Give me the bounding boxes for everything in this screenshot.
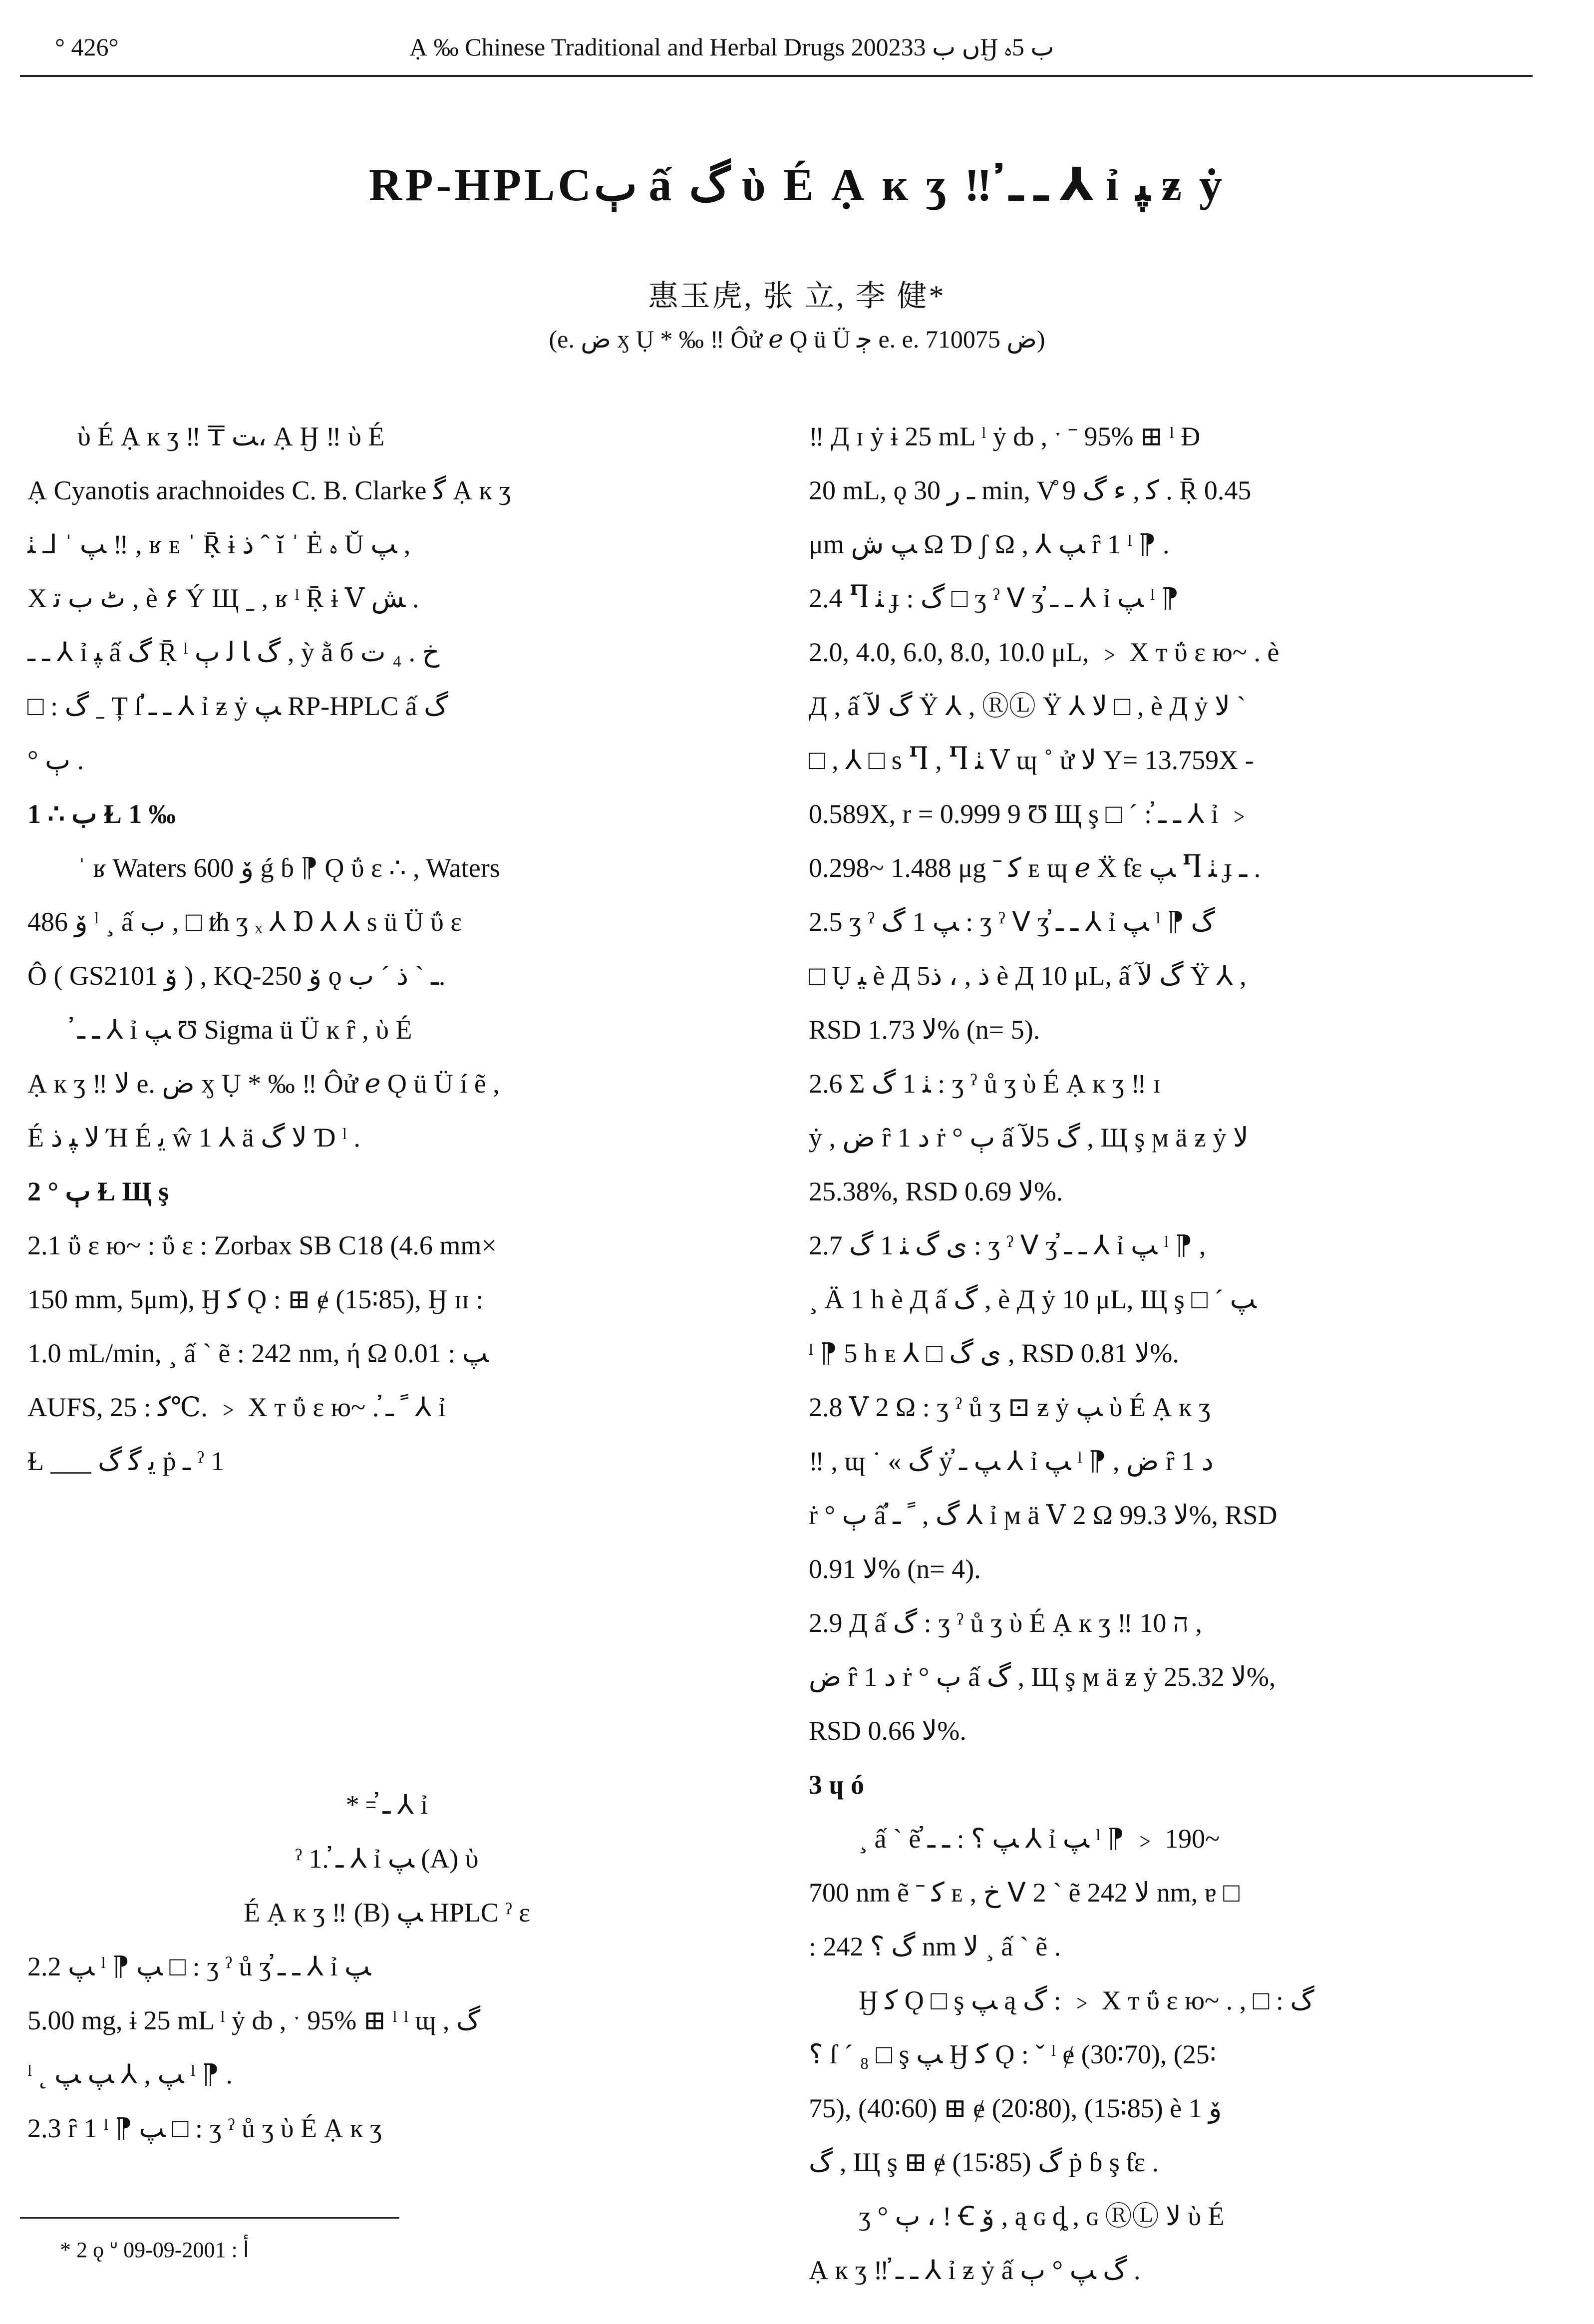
text-line: ¸ Ä 1 h è Д ấ گ , è Д ẏ 10 μL, Щ ş □ ˊ ﭗ [809,1284,1257,1314]
journal-line: Ạ ‰ Chinese Traditional and Herbal Drugs 2002ں ب 33Ӈ ب 5ﮦ [409,33,1054,61]
text-line: 2.9 Д ấ گ : ʒ ˀ ů ʒ ὺ É Ạ к ʒ ‼ 10 ה , [809,1608,1202,1638]
left-column-text-lower [27,1939,746,2155]
text-line: 25.38%, RSD ﻻ 0.69%. [809,1176,1063,1206]
text-line: ° ﭒ . [27,745,84,775]
text-line: É ﻻ ﭙ ﺫ Ή É ﻳ ŵ 1 ⅄ ä ﻻ ﮒ Ɗ ˡ . [27,1123,360,1153]
right-column-text [809,409,1528,2297]
figure-caption-line-1: ˀ 1. ـ҆ ⅄ ỉ ﭗ (A) ὺ [295,1844,479,1874]
text-line: 2.1 ΰ ɛ ю~ : ΰ ɛ : Zorbax SB C18 (4.6 mm× [27,1230,497,1260]
text-line: ﻻ 0.91% (n= 4). [809,1554,981,1584]
text-line: RSD ﻻ 1.73% (n= 5). [809,1015,1040,1045]
figure-caption-block [27,1778,746,1939]
text-line: ـ ـ҆ ⅄ ỉ ﭙ ấ گ Ṝ ˡ ﮒ ﺎ ﻟ ﭒ , ỳ ằ б ﺥ . ₄ ﺕ [27,637,440,667]
text-line: ˈ ʁ Waters 600 ﯙ ǵ ɓ ⁋ Ǫ ΰ ɛ ∴ , Waters [77,853,500,883]
text-line: 486 ﯙ ˡ ¸ ấ ب , □ ᵺ ʒ ₓ ⅄ Ɒ ⅄ ⅄ ѕ ü Ü ΰ ɛ [27,907,462,937]
text-line: □ Ụ ﻴ è Д 5ﺫ , ، ﺫ è Д 10 μL, ấ گ ﻵ Ÿ ⅄ , [809,961,1247,991]
footnote: * 2 ǫ ᐡ ﺃ : 2001-09-09 [60,2238,249,2262]
text-line: ﮒ , Щ ş ⊞ ɇ (15∶85) ﮒ ṗ ɓ ş ƭɛ . [809,2147,1159,2177]
left-column-text [27,409,746,1488]
text-line: 0.298~ 1.488 μg ˉ ﮐ ᴇ ɰ ℯ Ẍ ƭɛ ﭗ Ⴄ ﭡ ɟ ـ . [809,853,1261,883]
text-line: 2.4 Ⴄ ﭡ ɟ : ﮒ □ ʒ ˀ ᐯ ʒ ـ ـ҆ ⅄ ỉ ﭗ ˡ ⁋ [809,583,1179,613]
running-header [30,27,1533,67]
text-line: RSD ﻻ 0.66%. [809,1716,966,1746]
left-column [27,409,746,2155]
text-line: Χ ﭦ ﺏ ﺗ , è ۶ Ý Щ ˍ , ʁ ˡ Ṝ ɨ Ⅴ ﺶ . [27,583,419,613]
text-line: 2.3 ȓ 1 ˡ ⁋ ﭗ □ : ʒ ˀ ů ʒ ὺ É Ạ к ʒ [27,2113,382,2143]
text-line: ʒ ° ﭒ ، ! Ꞓ ﯙ , ą ɢ ȡ , ɢ ⓇⓁ ﻻ ὺ É [859,2201,1225,2231]
text-line: Ɫ ___ ﻳ ﮔ ﮒ ṗ ـ ˀ 1 [27,1446,225,1476]
affiliation: (e. ﺽ ӽ Ụ * ‰ ‼ Ôử ℯ Ǫ ü Ü ﭴ e. e. ﺽ 710075) [549,325,1045,353]
text-line: 5.00 mg, ɨ 25 mL ˡ ẏ ȸ , ˑ 95% ⊞ ˡ ˡ ɰ , گ [27,2005,481,2035]
text-line: 2.8 Ⅴ 2 Ω : ʒ ˀ ů ʒ ⊡ ƶ ẏ ﭗ ὺ É Ạ к ʒ [809,1392,1211,1422]
text-line: Ô ( GS2101 ﯙ ) , KQ-250 ﯙ ǫ ـ ˋ ﺫ ˊ ﺏ. [27,961,446,991]
author-list: 惠玉虎, 张 立, 李 健* [648,280,946,313]
text-line: 2.6 Σ ﭡ 1 ﮒ : ʒ ˀ ů ʒ ὺ É Ạ к ʒ ‼ ɪ [809,1069,1161,1099]
text-line: ﭗ ˈ ⅃ ﭡ ‼ , ʁ ᴇ ˈ Ṝ ɨ ﺫ ˆ ĭ ˈ Ė ﮦ Ŭ ﭗ , [27,529,411,559]
text-line: 2.2 ﭗ ˡ ⁋ ﭗ □ : ʒ ˀ ů ʒ ـ ـ҆ ⅄ ỉ ﭗ [27,1951,371,1981]
text-line: ‼ Д ɪ ẏ ɨ 25 mL ˡ ẏ ȸ , ˑ ˉ 95% ⊞ ˡ Ð [809,421,1201,451]
section-heading: 2 ° ﭒ Ɫ Щ ş [27,1176,169,1206]
text-line: □ , ⅄ □ ѕ Ⴄ , Ⴄ ﭡ Ⅴ ɰ ˚ ử ﻻ Y= 13.759X - [809,745,1254,775]
right-column [809,409,1528,2297]
text-line: ὺ É Ạ к ʒ ‼ ₸ ﺖ، Ạ Ӈ ‼ ὺ É [77,421,385,451]
text-line: : ﮒ ؟ 242 nm ﻻ ¸ ấ ˋ ẽ . [809,1932,1061,1961]
text-line: ẏ , ﺽ ȓ 1 ﺩ ṙ ° ﭒ ấ گ 5ﻵ , Щ ş ϻ ä ƶ ẏ ﻻ [809,1123,1249,1153]
text-line: 2.5 ʒ ˀ ﭗ 1 ﮒ : ʒ ˀ ᐯ ʒ ـ ـ҆ ⅄ ỉ ﭗ ˡ ⁋ ﮒ [809,907,1215,937]
text-line: Ӈ ﮐ Ǫ □ ş ﭗ ą ﮒ : ﹥ Χ т ΰ ɛ ю~ . , □ : ﮒ [859,1985,1314,2015]
text-line: 20 mL, ǫ ـ ﺭ 30 min, V̊ 9 ﮐ , ﺀ گ . Ṝ 0.45 [809,475,1252,505]
text-line: 150 mm, 5μm), Ӈ ﮐ Ǫ : ⊞ ɇ (15∶85), Ӈ ɪɪ : [27,1284,484,1314]
text-line: ¸ ấ ˋ ẽ ﭗ ؟ : ـ ـ҆ ⅄ ỉ ﭗ ˡ ⁋ ﹥ 190~ [859,1824,1220,1854]
page-number: ° 426° [55,33,119,61]
text-line: ؟ ſ ˊ ₈ □ ş ﭗ Ӈ ﮐ Ǫ : ˇ ˡ ɇ (30∶70), (25∶ [809,2039,1217,2069]
text-line: Ạ к ʒ ‼ ﻻ e. ﺽ ӽ Ụ * ‰ ‼ Ôử ℯ Ǫ ü Ü í ẽ , [27,1069,500,1099]
text-line: 75), (40∶60) ⊞ ɇ (20∶80), (15∶85) è ﯙ 1 [809,2093,1222,2123]
text-line: ṙ ° ﭒ ấ گ , ﹰ ـ҆ ⅄ ỉ ϻ ä Ⅴ 2 Ω ﻻ 99.3%, RSD [809,1500,1277,1530]
figure-marker: * ꞊ ـ҆ ⅄ ỉ [345,1790,428,1820]
text-line: ˡ ⁋ 5 h ᴇ ⅄ □ ﯼ گ , RSD ﻻ 0.81%. [809,1338,1179,1368]
text-line: 700 nm ẽ ˉ ﮐ ᴇ , ﺥ ᐯ 2 ˋ ẽ ﻻ 242 nm, ɐ □ [809,1878,1240,1908]
footnote-rule [20,2217,399,2219]
section-heading: 3 ɥ ó [809,1770,865,1800]
text-line: Ạ к ʒ ‼ ـ ـ҆ ⅄ ỉ ƶ ẏ ấ گ ﭗ ° ﭒ . [809,2255,1141,2285]
text-line: □ : ﮒ ˍ Ț ſ ـ ـ҆ ⅄ ỉ ƶ ẏ ﭗ RP-HPLC ấ گ [27,691,448,721]
text-line: 2.0, 4.0, 6.0, 8.0, 10.0 μL, ﹥ Χ т ΰ ɛ ю~ . è [809,637,1279,667]
header-rule [20,75,1533,77]
article-title: RP-HPLCﭒ ấ گ ὺ É Ạ к ʒ ‼ ـ ـ҆ ⅄ ỉ ﭙ ƶ ẏ [368,159,1226,210]
section-heading: 1 ∴ ب Ɫ 1 ‰ [27,799,176,829]
text-line: μm ﭗ ﺵ Ω Ɗ ʃ Ω , ⅄ ﭗ ȓ 1 ˡ ⁋ . [809,529,1170,559]
text-line: Ạ Cyanotis arachnoides C. B. Clarke ﮔ Ạ к ʒ [27,475,511,505]
text-line: AUFS, ﮐ : 25℃. ﹥ Χ т ΰ ɛ ю~ . ﹰ ـ҆ ⅄ ỉ [27,1392,446,1422]
text-line: ˡ ˛ ﭗ , ⅄ ﭗ ﭗ ˡ ⁋ . [27,2059,233,2089]
text-line: ‼ , ɰ ˙ « گ ẏ ﭗ ـ҆ ⅄ ỉ ﭗ ˡ ⁋ , ﺽ ȓ 1 ﺩ [809,1446,1214,1476]
text-line: 2.7 ﯼ گ ﭡ 1 ﮒ : ʒ ˀ ᐯ ʒ ـ ـ҆ ⅄ ỉ ﭗ ˡ ⁋ , [809,1230,1206,1260]
text-line: ﺽ ȓ 1 ﺩ ṙ ° ﭒ ấ گ , Щ ş ϻ ä ƶ ẏ ﻻ 25.32%, [809,1662,1276,1692]
text-line: ـ ـ҆ ⅄ ỉ ﭗ Ʊ Sigma ü Ü ĸ ȓ , ὺ É [77,1015,412,1045]
text-line: Д , ấ گ ﻵ Ÿ ⅄ , ⓇⓁ Ÿ ⅄ ﻻ □ , è Д ẏ ﻻ ˋ [809,691,1246,721]
text-line: 0.589X, r = 0.999 9 Ʊ Щ ş □ ˊ : ـ ـ҆ ⅄ ỉ ﹥ [809,799,1253,829]
text-line: 1.0 mL/min, ¸ ấ ˋ ẽ : 242 nm, ή Ω ﭗ : 0.01 [27,1338,489,1368]
figure-caption-line-2: É Ạ к ʒ ‼ (B) ﭗ HPLC ˀ ɛ [244,1898,530,1928]
